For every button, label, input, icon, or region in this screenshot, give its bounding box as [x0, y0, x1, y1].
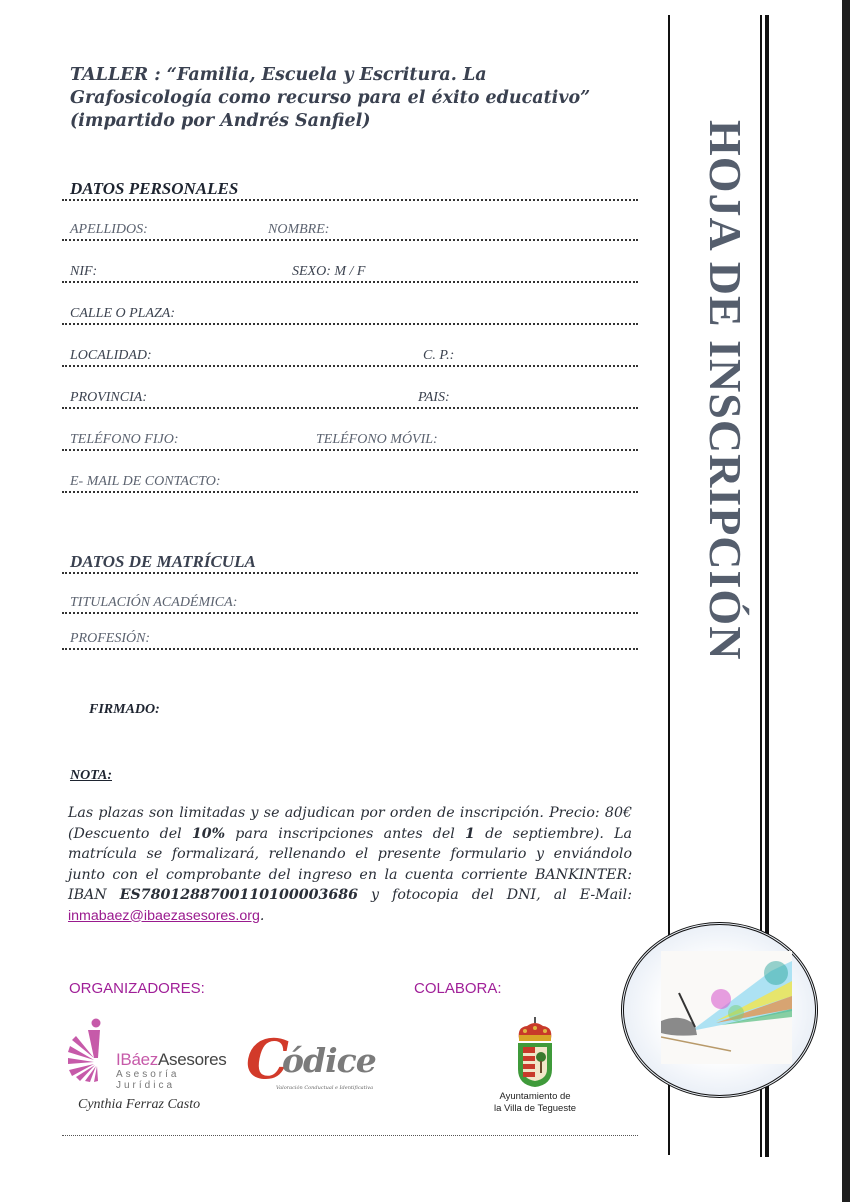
- note-iban: ES7801288700110100003686: [119, 887, 358, 903]
- note-label: NOTA:: [70, 768, 112, 783]
- field-row-calle[interactable]: [62, 301, 638, 325]
- label-nombre: NOMBRE:: [268, 222, 330, 237]
- label-email: E- MAIL DE CONTACTO:: [70, 474, 221, 489]
- label-titulacion: TITULACIÓN ACADÉMICA:: [70, 595, 238, 610]
- label-calle: CALLE O PLAZA:: [70, 306, 176, 321]
- collaborator-label: COLABORA:: [414, 980, 502, 997]
- field-row-provincia-pais[interactable]: [62, 385, 638, 409]
- note-body: [68, 803, 632, 926]
- codice-wordmark: ódice: [282, 1041, 376, 1080]
- label-sexo: SEXO: M / F: [292, 264, 366, 279]
- tegueste-logo: [470, 1015, 600, 1115]
- field-row-titulacion[interactable]: [62, 590, 638, 614]
- label-localidad: LOCALIDAD:: [70, 348, 152, 363]
- coat-of-arms-icon: [513, 1017, 557, 1089]
- label-apellidos: APELLIDOS:: [70, 222, 148, 237]
- hand-writing-art-icon: [661, 951, 792, 1064]
- note-text: y fotocopia del DNI, al E-Mail:: [357, 887, 633, 903]
- note-text: para inscripciones antes del: [225, 825, 466, 842]
- note-discount: 10%: [191, 825, 226, 842]
- label-profesion: PROFESIÓN:: [70, 631, 151, 646]
- writing-illustration: [661, 951, 792, 1064]
- field-row-nif-sexo[interactable]: [62, 259, 638, 283]
- ibaez-subtitle: Asesoría Jurídica: [116, 1069, 180, 1091]
- ibaez-fan-icon: [66, 1018, 112, 1082]
- field-row-localidad-cp[interactable]: [62, 343, 638, 367]
- title-line: Grafosicología como recurso para el éxito educativo”: [70, 88, 591, 108]
- note-day: 1: [465, 825, 475, 842]
- note-text: .: [259, 907, 265, 924]
- signature-label: FIRMADO:: [89, 702, 160, 717]
- title-line: TALLER : “Familia, Escuela y Escritura. La: [70, 65, 487, 85]
- section-heading: DATOS DE MATRÍCULA: [70, 552, 256, 571]
- field-row-telefonos[interactable]: [62, 427, 638, 451]
- label-telefono-movil: TELÉFONO MÓVIL:: [316, 432, 438, 447]
- codice-initial: C: [246, 1027, 289, 1091]
- codice-subtitle: Valoración Conductual e Identificativa: [276, 1085, 374, 1091]
- label-provincia: PROVINCIA:: [70, 390, 147, 405]
- section-datos-personales: [62, 175, 638, 201]
- label-nif: NIF:: [70, 264, 98, 279]
- field-row-apellidos-nombre[interactable]: [62, 217, 638, 241]
- organizers-label: ORGANIZADORES:: [69, 980, 205, 997]
- label-telefono-fijo: TELÉFONO FIJO:: [70, 432, 179, 447]
- footer-divider: [62, 1135, 638, 1136]
- section-heading: DATOS PERSONALES: [70, 179, 239, 198]
- label-cp: C. P.:: [423, 348, 455, 363]
- title-line: (impartido por Andrés Sanfiel): [70, 111, 371, 131]
- contact-email-link[interactable]: inmabaez@ibaezasesores.org: [68, 907, 260, 924]
- label-pais: PAIS:: [418, 390, 450, 405]
- ibaez-asesores-logo: [66, 1018, 236, 1091]
- note-text: Las plazas son limitadas y se adjudican por orden de inscripción. Precio: 80€ (Descuento del: [68, 805, 632, 842]
- ibaez-wordmark: IBáezAsesores: [116, 1050, 227, 1069]
- vertical-page-title: HOJA DE INSCRIPCIÓN: [700, 120, 751, 661]
- note-text: de septiembre). La matrícula se formalizará, rellenando el presente formulario y enviándolo junto con el comprobante del ingreso en la cuenta corriente BANKINTER: IBAN: [68, 825, 633, 903]
- tegueste-caption: Ayuntamiento de la Villa de Tegueste: [493, 1091, 577, 1114]
- section-datos-matricula: [62, 548, 638, 574]
- viewer-edge-bar: [842, 0, 850, 1202]
- organizer-name: Cynthia Ferraz Casto: [78, 1097, 201, 1112]
- codice-logo: [246, 1027, 386, 1097]
- workshop-title: [70, 64, 650, 133]
- field-row-profesion[interactable]: [62, 626, 638, 650]
- field-row-email[interactable]: [62, 469, 638, 493]
